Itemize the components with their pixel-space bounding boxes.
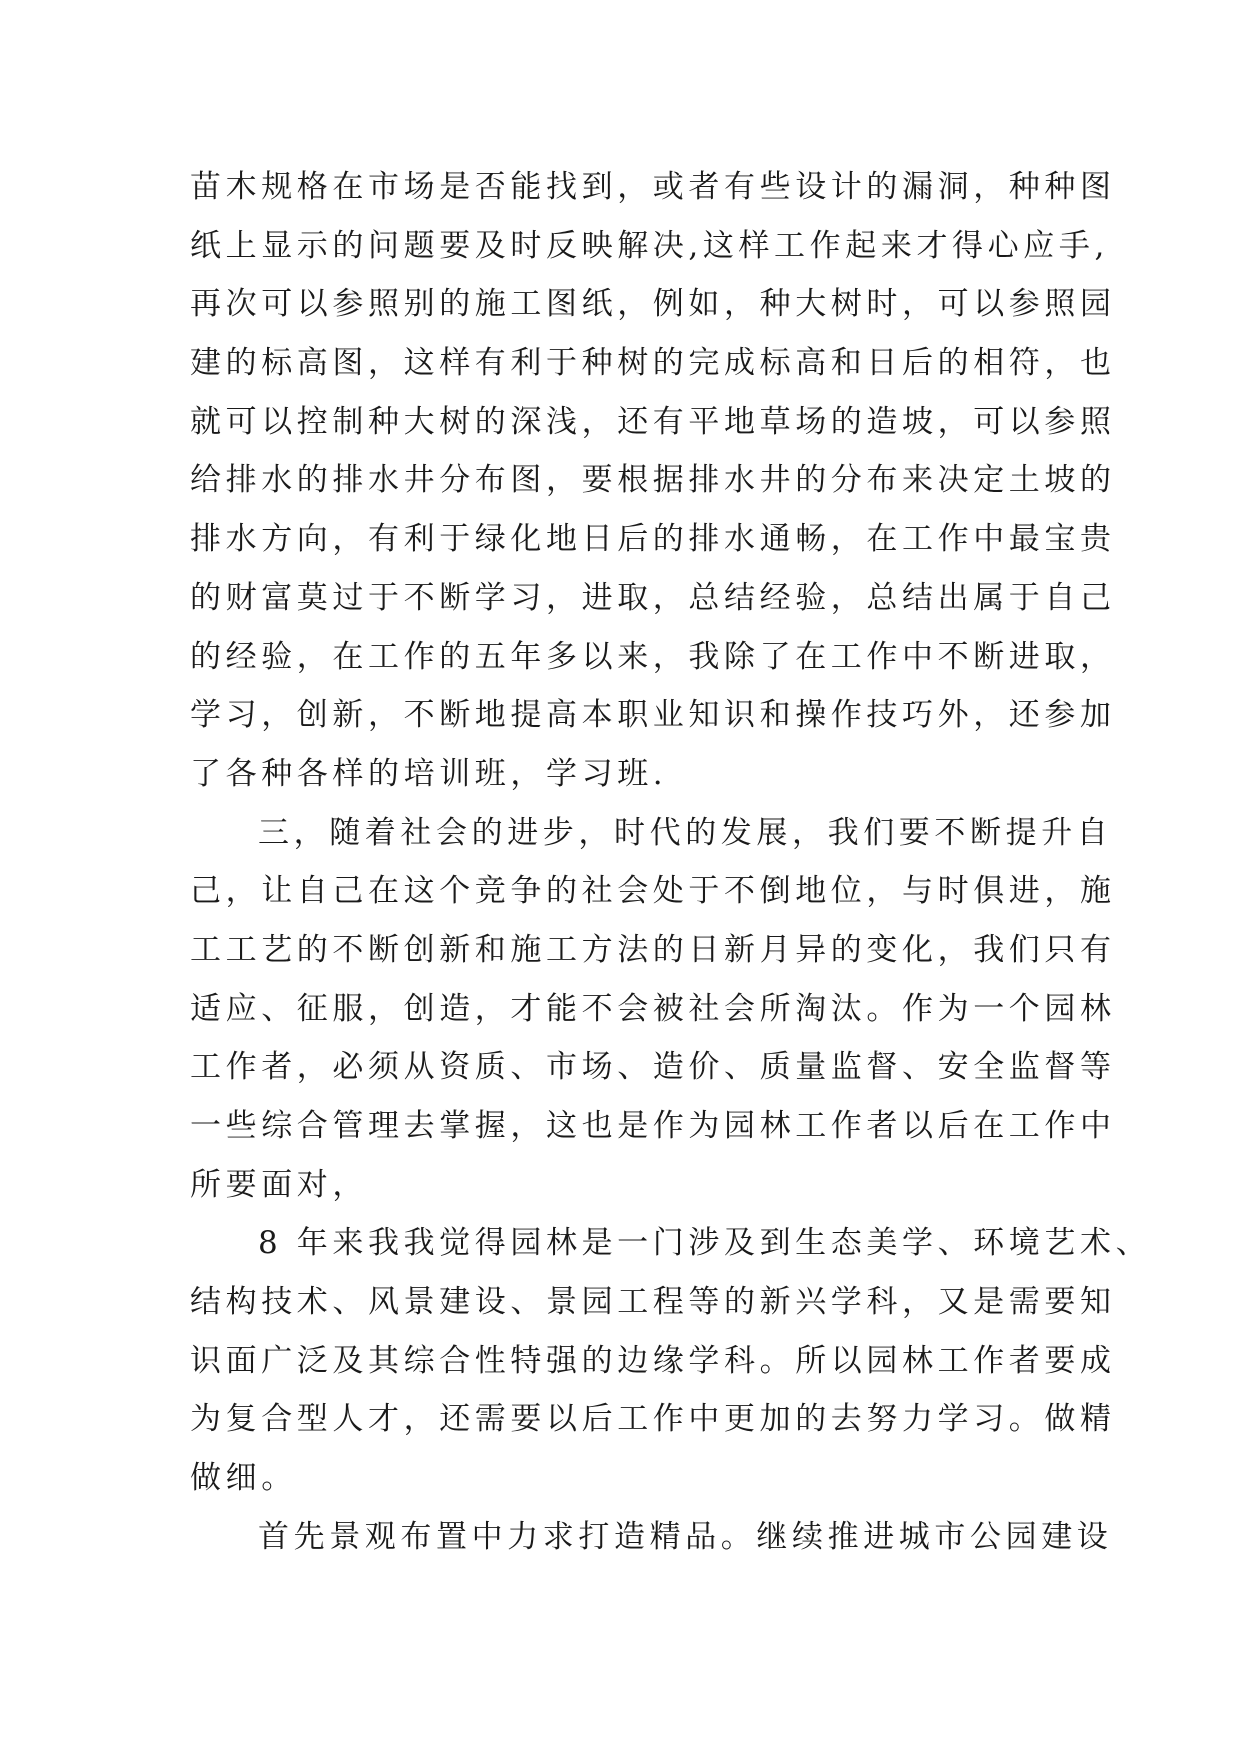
text-line: 己，让自己在这个竞争的社会处于不倒地位，与时俱进，施 [190, 873, 1116, 910]
text-line: 工工艺的不断创新和施工方法的日新月异的变化，我们只有 [190, 931, 1116, 968]
text-line: 学习，创新，不断地提高本职业知识和操作技巧外，还参加 [190, 697, 1116, 734]
text-line: 8 年来我我觉得园林是一门涉及到生态美学、环境艺术、 [258, 1225, 1152, 1262]
text-line: 适应、征服，创造，才能不会被社会所淘汰。作为一个园林 [190, 990, 1116, 1027]
text-line: 的财富莫过于不断学习，进取，总结经验，总结出属于自己 [190, 579, 1116, 616]
text-line: 结构技术、风景建设、景园工程等的新兴学科，又是需要知 [190, 1284, 1116, 1321]
text-line: 苗木规格在市场是否能找到，或者有些设计的漏洞，种种图 [190, 169, 1116, 205]
text-line: 识面广泛及其综合性特强的边缘学科。所以园林工作者要成 [190, 1342, 1116, 1379]
text-line: 给排水的排水井分布图，要根据排水井的分布来决定土坡的 [190, 462, 1116, 499]
text-line: 排水方向，有利于绿化地日后的排水通畅，在工作中最宝贵 [190, 521, 1116, 558]
text-line: 三，随着社会的进步，时代的发展，我们要不断提升自 [258, 814, 1113, 851]
text-line: 就可以控制种大树的深浅，还有平地草场的造坡，可以参照 [190, 403, 1116, 440]
text-line: 再次可以参照别的施工图纸，例如，种大树时，可以参照园 [190, 286, 1116, 323]
text-line: 纸上显示的问题要及时反映解决,这样工作起来才得心应手, [190, 227, 1109, 264]
text-line: 工作者，必须从资质、市场、造价、质量监督、安全监督等 [190, 1049, 1116, 1086]
text-line: 所要面对， [190, 1166, 368, 1203]
text-line: 的经验，在工作的五年多以来，我除了在工作中不断进取， [190, 638, 1116, 675]
text-line: 了各种各样的培训班，学习班. [190, 755, 668, 792]
text-line: 一些综合管理去掌握，这也是作为园林工作者以后在工作中 [190, 1108, 1116, 1144]
text-line: 首先景观布置中力求打造精品。继续推进城市公园建设 [258, 1518, 1113, 1555]
text-line: 为复合型人才，还需要以后工作中更加的去努力学习。做精 [190, 1401, 1116, 1438]
text-line: 做细。 [190, 1460, 297, 1497]
body-text [190, 158, 1152, 1567]
text-line: 建的标高图，这样有利于种树的完成标高和日后的相符，也 [190, 345, 1116, 382]
